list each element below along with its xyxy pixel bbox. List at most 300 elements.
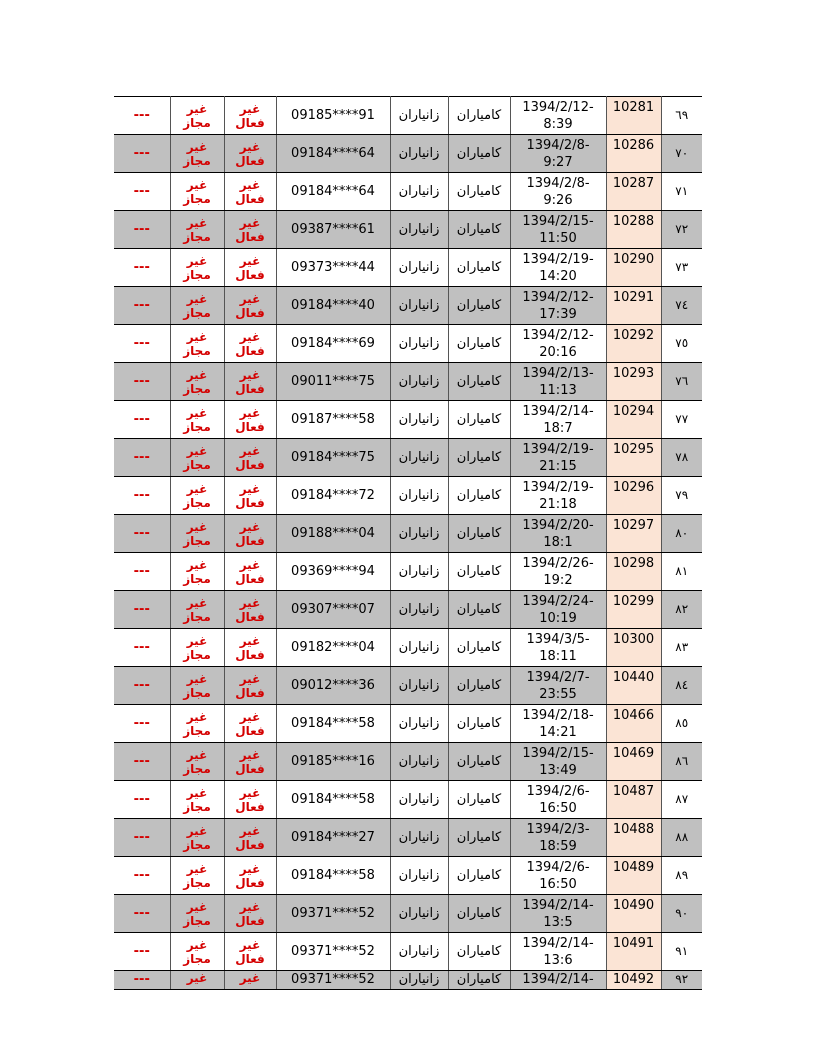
datetime-cell-date-line2: 21:18 [539,496,577,512]
extra-cell [114,743,170,781]
table-row [114,439,702,477]
extra-cell-extra: --- [133,944,150,959]
row-number-cell [661,401,702,439]
datetime-cell-date-line1: 1394/2/12- [522,289,594,305]
phone-cell [276,971,390,990]
active-status-cell-status1-l2: فعال [235,267,265,282]
code-cell [606,439,661,477]
permission-status-cell-status2-l2: مجاز [183,951,211,966]
permission-status-cell [170,363,224,401]
row-number-cell [661,819,702,857]
phone-cell [276,781,390,819]
active-status-cell-status1-l2: فعال [235,951,265,966]
permission-status-cell-status2-l1: غیر [186,557,208,572]
active-status-cell [224,173,276,211]
region-cell-region: زانیاران [398,754,440,769]
datetime-cell-date-line2: 18:59 [539,838,577,854]
datetime-cell-date-line2: 23:55 [539,686,577,702]
datetime-cell [510,173,606,211]
code-cell-code: 10287 [612,176,655,191]
row-number-cell-num: ٧١ [675,184,689,198]
permission-status-cell-status2-l2: مجاز [183,343,211,358]
region-cell [390,591,448,629]
datetime-cell-date-line2: 18:7 [543,420,573,436]
region-cell [390,629,448,667]
table-row [114,971,702,990]
city-cell [448,591,510,629]
region-cell [390,325,448,363]
city-cell-city: کامیاران [456,906,502,921]
city-cell [448,743,510,781]
active-status-cell [224,135,276,173]
permission-status-cell-status2-l1: غیر [186,367,208,382]
table-row [114,515,702,553]
row-number-cell-num: ٩٠ [675,906,689,920]
region-cell-region: زانیاران [398,260,440,275]
phone-cell-phone: 09184****72 [291,488,375,503]
row-number-cell [661,933,702,971]
row-number-cell [661,743,702,781]
code-cell-code: 10288 [612,214,655,229]
region-cell [390,515,448,553]
records-body [114,97,702,990]
permission-status-cell [170,211,224,249]
region-cell-region: زانیاران [398,374,440,389]
datetime-cell [510,363,606,401]
row-number-cell [661,97,702,135]
city-cell [448,933,510,971]
permission-status-cell-status2-l2: مجاز [183,571,211,586]
phone-cell-phone: 09369****94 [291,564,375,579]
datetime-cell-date-line1: 1394/2/3- [526,821,590,837]
code-cell [606,173,661,211]
active-status-cell-status1-l1: غیر [239,633,261,648]
table-row [114,629,702,667]
row-number-cell [661,857,702,895]
code-cell [606,591,661,629]
active-status-cell-status1-l1: غیر [239,101,261,116]
datetime-cell [510,553,606,591]
datetime-cell-date-line2: 16:50 [539,876,577,892]
datetime-cell-date-line1: 1394/2/14- [522,897,594,913]
code-cell-code: 10300 [612,632,655,647]
row-number-cell [661,135,702,173]
region-cell [390,667,448,705]
extra-cell-extra: --- [133,374,150,389]
datetime-cell [510,325,606,363]
datetime-cell-date-line1: 1394/2/26- [522,555,594,571]
datetime-cell-date-line2: 14:20 [539,268,577,284]
code-cell-code: 10298 [612,556,655,571]
phone-cell [276,819,390,857]
code-cell [606,553,661,591]
datetime-cell-date-line2: 20:16 [539,344,577,360]
city-cell [448,97,510,135]
row-number-cell-num: ٨٣ [675,640,689,654]
code-cell [606,667,661,705]
permission-status-cell-status2-l1: غیر [186,633,208,648]
row-number-cell-num: ٨٥ [675,716,689,730]
code-cell [606,401,661,439]
datetime-cell [510,743,606,781]
region-cell-region: زانیاران [398,298,440,313]
datetime-cell-date-line2: 18:11 [539,648,577,664]
phone-cell [276,667,390,705]
active-status-cell [224,287,276,325]
code-cell [606,325,661,363]
permission-status-cell [170,477,224,515]
datetime-cell-date-line2: 14:21 [539,724,577,740]
code-cell-code: 10290 [612,252,655,267]
row-number-cell [661,363,702,401]
datetime-cell [510,515,606,553]
permission-status-cell-status2-l1: غیر [186,861,208,876]
document-page [114,96,702,990]
city-cell-city: کامیاران [456,944,502,959]
code-cell-code: 10487 [612,784,655,799]
extra-cell [114,857,170,895]
extra-cell-extra: --- [133,222,150,237]
row-number-cell [661,515,702,553]
datetime-cell [510,895,606,933]
permission-status-cell-status2-l2: مجاز [183,153,211,168]
active-status-cell-status1-l2: فعال [235,571,265,586]
extra-cell [114,97,170,135]
datetime-cell-date-line2: 9:27 [543,154,573,170]
permission-status-cell [170,173,224,211]
city-cell-city: کامیاران [456,374,502,389]
city-cell [448,439,510,477]
datetime-cell-date-line2: 8:39 [543,116,573,132]
phone-cell-phone: 09188****04 [291,526,375,541]
permission-status-cell-status2-l2: مجاز [183,875,211,890]
permission-status-cell [170,705,224,743]
permission-status-cell-status2-l2: مجاز [183,685,211,700]
active-status-cell-status1-l1: غیر [239,899,261,914]
region-cell-region: زانیاران [398,868,440,883]
region-cell-region: زانیاران [398,336,440,351]
table-row [114,97,702,135]
permission-status-cell-status2-l2: مجاز [183,723,211,738]
row-number-cell-num: ٨٢ [675,602,689,616]
datetime-cell [510,705,606,743]
row-number-cell [661,553,702,591]
region-cell [390,477,448,515]
active-status-cell-status1-l1: غیر [239,595,261,610]
phone-cell [276,743,390,781]
city-cell-city: کامیاران [456,754,502,769]
region-cell [390,363,448,401]
row-number-cell-num: ٦٩ [675,108,689,122]
permission-status-cell-status2-l2: مجاز [183,381,211,396]
code-cell-code: 10466 [612,708,655,723]
code-cell-code: 10292 [612,328,655,343]
code-cell [606,135,661,173]
extra-cell-extra: --- [133,108,150,123]
city-cell [448,553,510,591]
city-cell [448,781,510,819]
row-number-cell-num: ٧٤ [675,298,689,312]
code-cell [606,743,661,781]
active-status-cell [224,781,276,819]
active-status-cell-status1-l2: فعال [235,115,265,130]
extra-cell [114,325,170,363]
datetime-cell [510,629,606,667]
code-cell-code: 10295 [612,442,655,457]
code-cell-code: 10491 [612,936,655,951]
permission-status-cell-status2-l2: مجاز [183,799,211,814]
datetime-cell-date-line1: 1394/2/18- [522,707,594,723]
code-cell-code: 10490 [612,898,655,913]
active-status-cell-status1-l1: غیر [239,291,261,306]
row-number-cell-num: ٨٠ [675,526,689,540]
datetime-cell [510,857,606,895]
active-status-cell [224,705,276,743]
datetime-cell [510,401,606,439]
active-status-cell-status1-l1: غیر [239,937,261,952]
phone-cell [276,857,390,895]
datetime-cell-date-line1: 1394/2/19- [522,251,594,267]
code-cell [606,211,661,249]
extra-cell-extra: --- [133,336,150,351]
city-cell [448,363,510,401]
active-status-cell-status1-l1: غیر [239,861,261,876]
region-cell-region: زانیاران [398,792,440,807]
extra-cell-extra: --- [133,184,150,199]
city-cell-city: کامیاران [456,678,502,693]
permission-status-cell [170,97,224,135]
permission-status-cell [170,401,224,439]
active-status-cell [224,249,276,287]
region-cell [390,857,448,895]
city-cell-city: کامیاران [456,526,502,541]
extra-cell [114,933,170,971]
permission-status-cell-status2-l2: مجاز [183,419,211,434]
row-number-cell-num: ٨٤ [675,678,689,692]
permission-status-cell-status2-l2: مجاز [183,913,211,928]
phone-cell-phone: 09011****75 [291,374,375,389]
region-cell-region: زانیاران [398,488,440,503]
extra-cell-extra: --- [133,868,150,883]
city-cell [448,477,510,515]
phone-cell [276,363,390,401]
permission-status-cell [170,553,224,591]
phone-cell [276,249,390,287]
permission-status-cell [170,819,224,857]
region-cell-region: زانیاران [398,108,440,123]
code-cell [606,857,661,895]
row-number-cell-num: ٧٦ [675,374,689,388]
city-cell-city: کامیاران [456,184,502,199]
phone-cell-phone: 09371****52 [291,972,375,987]
phone-cell [276,553,390,591]
region-cell [390,287,448,325]
region-cell [390,401,448,439]
phone-cell-phone: 09184****64 [291,184,375,199]
active-status-cell [224,439,276,477]
region-cell [390,933,448,971]
phone-cell-phone: 09184****58 [291,792,375,807]
region-cell-region: زانیاران [398,564,440,579]
permission-status-cell [170,249,224,287]
city-cell-city: کامیاران [456,108,502,123]
datetime-cell-date-line1: 1394/2/19- [522,479,594,495]
active-status-cell-status1-l2: فعال [235,837,265,852]
table-row [114,363,702,401]
code-cell-code: 10440 [612,670,655,685]
row-number-cell-num: ٩٢ [675,972,689,986]
datetime-cell-date-line1: 1394/2/19- [522,441,594,457]
extra-cell-extra: --- [133,678,150,693]
permission-status-cell-status2-l2: مجاز [183,495,211,510]
active-status-cell-status1-l2: فعال [235,723,265,738]
active-status-cell [224,401,276,439]
datetime-cell-date-line1: 1394/3/5- [526,631,590,647]
row-number-cell [661,287,702,325]
region-cell [390,173,448,211]
row-number-cell [661,249,702,287]
permission-status-cell-status2-l1: غیر [186,405,208,420]
table-row [114,857,702,895]
code-cell [606,933,661,971]
region-cell [390,971,448,990]
datetime-cell [510,287,606,325]
phone-cell-phone: 09185****91 [291,108,375,123]
extra-cell [114,667,170,705]
datetime-cell-date-line1: 1394/2/8- [526,137,590,153]
datetime-cell [510,249,606,287]
city-cell [448,325,510,363]
code-cell [606,819,661,857]
code-cell [606,515,661,553]
phone-cell [276,477,390,515]
code-cell-code: 10489 [612,860,655,875]
table-row [114,553,702,591]
row-number-cell [661,705,702,743]
phone-cell-phone: 09371****52 [291,944,375,959]
active-status-cell-status1-l1: غیر [239,139,261,154]
region-cell-region: زانیاران [398,222,440,237]
table-row [114,287,702,325]
active-status-cell-status1-l2: فعال [235,609,265,624]
row-number-cell-num: ٧٢ [675,222,689,236]
extra-cell [114,781,170,819]
datetime-cell-date-line1: 1394/2/20- [522,517,594,533]
extra-cell-extra: --- [133,640,150,655]
phone-cell-phone: 09307****07 [291,602,375,617]
code-cell-code: 10291 [612,290,655,305]
city-cell [448,971,510,990]
active-status-cell-status1-l1: غیر [239,747,261,762]
active-status-cell-status1-l1: غیر [239,785,261,800]
extra-cell [114,135,170,173]
permission-status-cell-status2-l1: غیر [186,823,208,838]
active-status-cell [224,743,276,781]
phone-cell-phone: 09184****75 [291,450,375,465]
extra-cell [114,287,170,325]
datetime-cell-date-line2: 13:6 [543,952,573,968]
region-cell-region: زانیاران [398,830,440,845]
datetime-cell-date-line2: 16:50 [539,800,577,816]
table-row [114,401,702,439]
permission-status-cell-status2-l1: غیر [186,291,208,306]
extra-cell-extra: --- [133,488,150,503]
phone-cell-phone: 09184****40 [291,298,375,313]
extra-cell [114,971,170,990]
datetime-cell [510,97,606,135]
table-row [114,477,702,515]
code-cell [606,781,661,819]
region-cell [390,553,448,591]
extra-cell-extra: --- [133,792,150,807]
extra-cell [114,363,170,401]
active-status-cell-status1-l2: فعال [235,647,265,662]
city-cell-city: کامیاران [456,830,502,845]
city-cell-city: کامیاران [456,716,502,731]
city-cell-city: کامیاران [456,564,502,579]
extra-cell-extra: --- [133,564,150,579]
active-status-cell [224,971,276,990]
code-cell [606,363,661,401]
code-cell-code: 10293 [612,366,655,381]
datetime-cell-date-line1: 1394/2/6- [526,783,590,799]
permission-status-cell-status2-l2: مجاز [183,837,211,852]
region-cell-region: زانیاران [398,944,440,959]
table-row [114,819,702,857]
datetime-cell-date-line2: 11:50 [539,230,577,246]
code-cell-code: 10297 [612,518,655,533]
active-status-cell [224,667,276,705]
datetime-cell-date-line2: 13:5 [543,914,573,930]
active-status-cell-status1-l1: غیر [239,177,261,192]
datetime-cell [510,135,606,173]
row-number-cell-num: ٧٥ [675,336,689,350]
datetime-cell-date-line1: 1394/2/13- [522,365,594,381]
active-status-cell-status1-l2: فعال [235,419,265,434]
phone-cell [276,591,390,629]
permission-status-cell-status2-l1: غیر [186,671,208,686]
table-row [114,933,702,971]
extra-cell-extra: --- [133,830,150,845]
datetime-cell-date-line1: 1394/2/14- [522,935,594,951]
row-number-cell [661,477,702,515]
datetime-cell [510,211,606,249]
extra-cell-extra: --- [133,526,150,541]
region-cell [390,743,448,781]
phone-cell-phone: 09184****58 [291,868,375,883]
permission-status-cell [170,743,224,781]
active-status-cell [224,477,276,515]
phone-cell-phone: 09371****52 [291,906,375,921]
table-row [114,591,702,629]
datetime-cell-date-line2: 21:15 [539,458,577,474]
city-cell-city: کامیاران [456,222,502,237]
table-row [114,667,702,705]
active-status-cell-status1-l2: فعال [235,381,265,396]
code-cell-code: 10492 [612,972,655,987]
row-number-cell [661,173,702,211]
row-number-cell [661,971,702,990]
permission-status-cell-status2-l1: غیر [186,519,208,534]
permission-status-cell-status2-l1: غیر [186,709,208,724]
permission-status-cell-status2-l1: غیر [186,215,208,230]
row-number-cell-num: ٨٧ [675,792,689,806]
active-status-cell-status1-l2: فعال [235,685,265,700]
code-cell-code: 10469 [612,746,655,761]
row-number-cell [661,591,702,629]
phone-cell [276,325,390,363]
extra-cell [114,173,170,211]
